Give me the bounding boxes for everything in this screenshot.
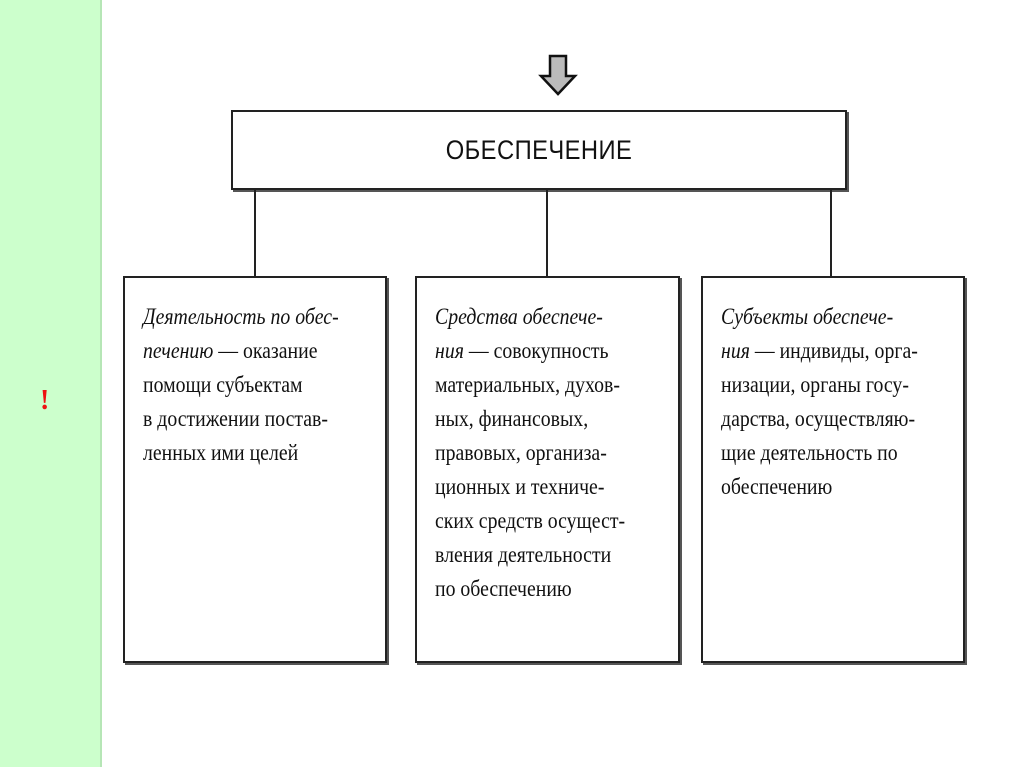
card-line (721, 334, 952, 368)
card-term: печению (143, 338, 214, 363)
card-line (143, 402, 374, 436)
card-definition: правовых, организа- (435, 440, 607, 465)
card-term: Средства обеспече- (435, 304, 603, 329)
down-arrow-icon (538, 54, 578, 96)
card-definition: ционных и техниче- (435, 474, 605, 499)
card-definition: помощи субъектам (143, 372, 303, 397)
card-definition: обеспечению (721, 474, 833, 499)
card-definition: — совокупность (463, 338, 609, 363)
card-line (721, 368, 952, 402)
card-activity (123, 276, 387, 663)
card-line (721, 300, 952, 334)
card-definition: щие деятельность по (721, 440, 898, 465)
card-term: ния (435, 338, 464, 363)
card-line (143, 300, 374, 334)
card-subjects (701, 276, 965, 663)
title-box (231, 110, 847, 190)
card-line (721, 436, 952, 470)
card-definition: низации, органы госу- (721, 372, 909, 397)
card-term: Деятельность по обес- (143, 304, 339, 329)
card-text (721, 300, 952, 504)
card-line (435, 402, 667, 436)
title-text: ОБЕСПЕЧЕНИЕ (445, 134, 633, 165)
card-line (435, 334, 667, 368)
exclamation-mark: ! (40, 385, 50, 416)
card-line (143, 436, 374, 470)
card-line (435, 538, 667, 572)
card-line (435, 368, 667, 402)
card-text (143, 300, 374, 470)
card-definition: ных, финансовых, (435, 406, 589, 431)
card-definition: дарства, осуществляю- (721, 406, 916, 431)
card-line (435, 436, 667, 470)
card-line (435, 504, 667, 538)
left-sidebar (0, 0, 102, 767)
card-line (435, 470, 667, 504)
card-line (143, 368, 374, 402)
card-term: ния (721, 338, 750, 363)
card-means (415, 276, 680, 663)
card-definition: — оказание (213, 338, 318, 363)
card-definition: ских средств осущест- (435, 508, 626, 533)
card-definition: вления деятельности (435, 542, 612, 567)
card-definition: — индивиды, орга- (749, 338, 918, 363)
card-line (435, 572, 667, 606)
card-line (721, 470, 952, 504)
card-text (435, 300, 667, 606)
card-definition: материальных, духов- (435, 372, 620, 397)
card-definition: по обеспечению (435, 576, 572, 601)
card-definition: ленных ими целей (143, 440, 299, 465)
card-line (143, 334, 374, 368)
card-line (435, 300, 667, 334)
card-line (721, 402, 952, 436)
card-definition: в достижении постав- (143, 406, 328, 431)
card-term: Субъекты обеспече- (721, 304, 894, 329)
